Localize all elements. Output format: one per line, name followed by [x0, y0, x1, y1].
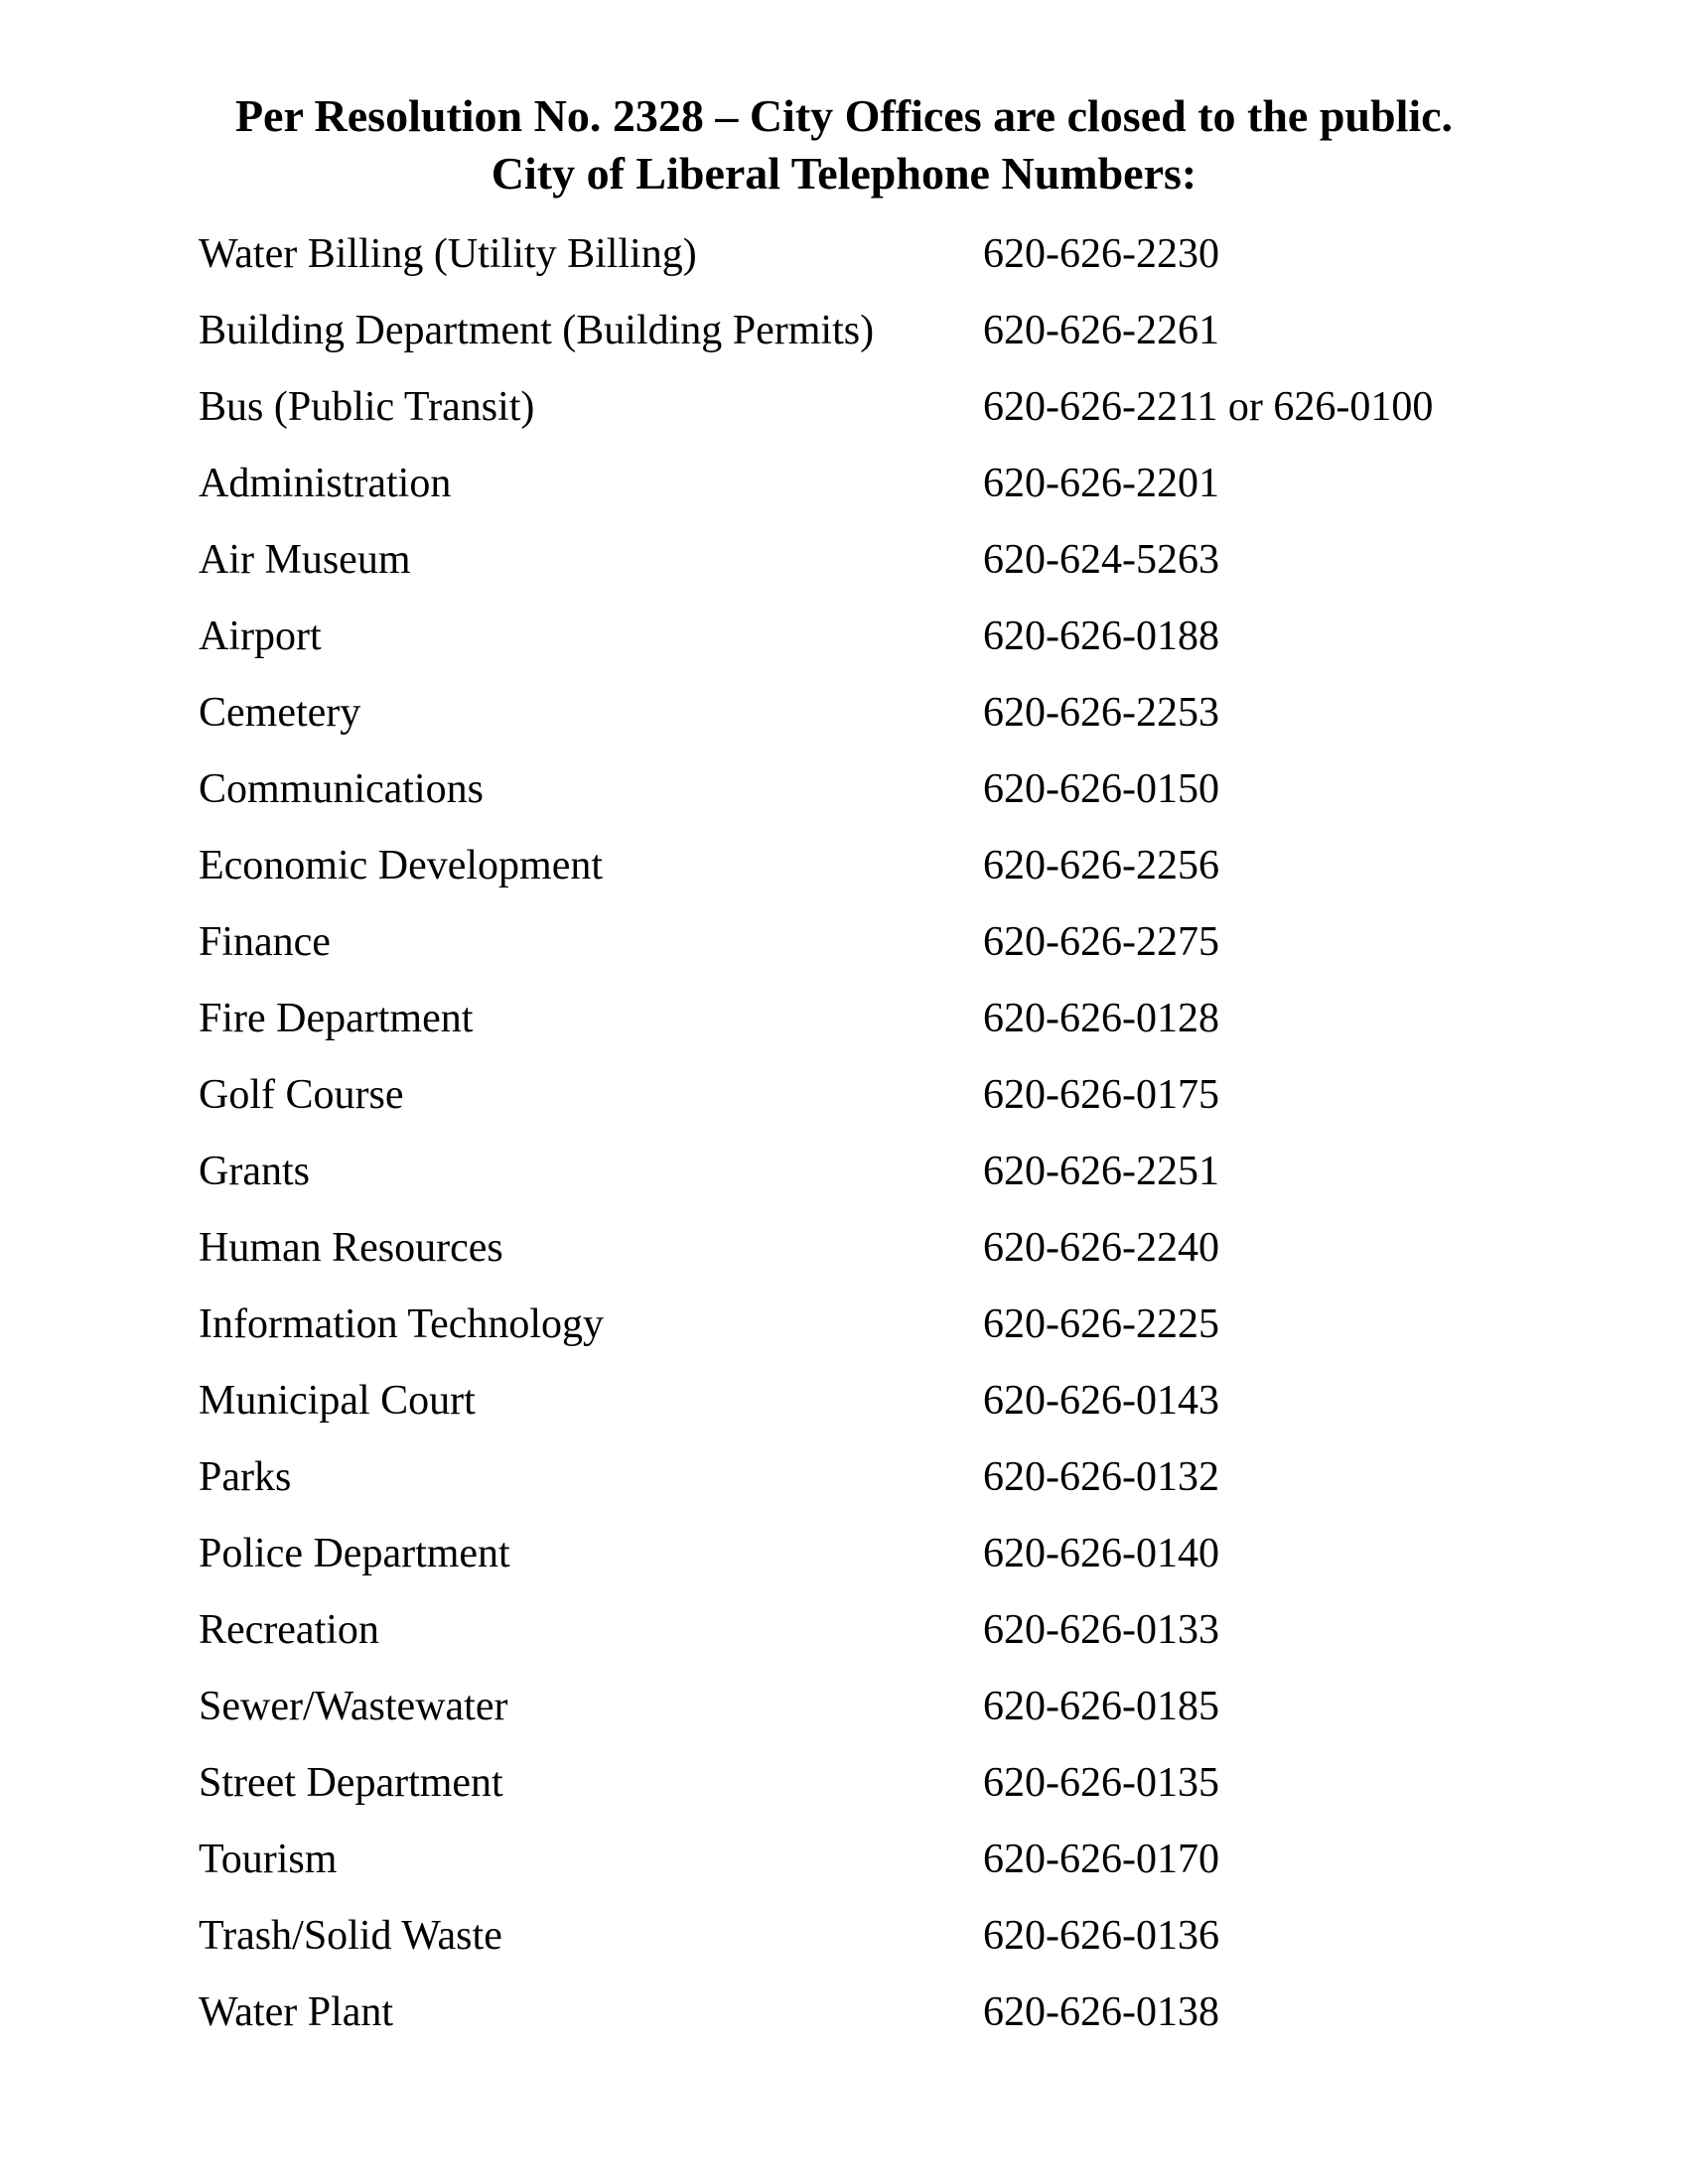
department-name: Air Museum — [199, 537, 411, 583]
phone-number: 620-624-5263 — [983, 537, 1219, 583]
directory-row — [0, 1363, 1688, 1439]
department-name: Communications — [199, 766, 484, 812]
phone-number: 620-626-2230 — [983, 231, 1219, 277]
directory-row — [0, 751, 1688, 828]
directory-row — [0, 1745, 1688, 1822]
department-name: Water Plant — [199, 1989, 394, 2035]
phone-number: 620-626-0135 — [983, 1760, 1219, 1806]
directory-row — [0, 1516, 1688, 1592]
department-name: Finance — [199, 919, 331, 965]
directory-row — [0, 675, 1688, 751]
notice-title: Per Resolution No. 2328 – City Offices are closed to the public. — [234, 90, 1454, 141]
directory-row — [0, 1898, 1688, 1975]
phone-number: 620-626-0188 — [983, 614, 1219, 659]
phone-number: 620-626-0136 — [983, 1913, 1219, 1959]
department-name: Parks — [199, 1454, 292, 1500]
directory-row — [0, 828, 1688, 904]
directory-row — [0, 216, 1688, 293]
directory-row — [0, 293, 1688, 369]
document-header — [0, 87, 1688, 203]
department-name: Tourism — [199, 1837, 338, 1882]
department-name: Municipal Court — [199, 1378, 476, 1424]
directory-row — [0, 1975, 1688, 2051]
directory-row — [0, 1439, 1688, 1516]
department-name: Fire Department — [199, 996, 474, 1041]
directory-row — [0, 1057, 1688, 1134]
department-name: Information Technology — [199, 1301, 605, 1347]
phone-number: 620-626-0140 — [983, 1531, 1219, 1576]
department-name: Trash/Solid Waste — [199, 1913, 502, 1959]
department-name: Grants — [199, 1149, 310, 1194]
phone-number: 620-626-2256 — [983, 843, 1219, 888]
department-name: Airport — [199, 614, 322, 659]
phone-number: 620-626-2261 — [983, 308, 1219, 353]
directory-row — [0, 1134, 1688, 1210]
directory-row — [0, 1210, 1688, 1287]
phone-number: 620-626-2253 — [983, 690, 1219, 736]
department-name: Economic Development — [199, 843, 604, 888]
phone-number: 620-626-2211 or 626-0100 — [983, 384, 1434, 430]
directory-row — [0, 1822, 1688, 1898]
directory-row — [0, 1592, 1688, 1669]
page-title: City of Liberal Telephone Numbers: — [491, 148, 1197, 199]
department-name: Street Department — [199, 1760, 503, 1806]
department-name: Human Resources — [199, 1225, 503, 1271]
directory-row — [0, 599, 1688, 675]
directory-row — [0, 522, 1688, 599]
directory-row — [0, 1669, 1688, 1745]
phone-number: 620-626-2225 — [983, 1301, 1219, 1347]
department-name: Building Department (Building Permits) — [199, 308, 875, 353]
directory-row — [0, 1287, 1688, 1363]
phone-directory — [0, 216, 1688, 2051]
phone-number: 620-626-2275 — [983, 919, 1219, 965]
department-name: Police Department — [199, 1531, 510, 1576]
directory-row — [0, 904, 1688, 981]
phone-number: 620-626-0128 — [983, 996, 1219, 1041]
phone-number: 620-626-0150 — [983, 766, 1219, 812]
phone-number: 620-626-0138 — [983, 1989, 1219, 2035]
directory-row — [0, 981, 1688, 1057]
phone-number: 620-626-0185 — [983, 1684, 1219, 1729]
department-name: Administration — [199, 461, 452, 506]
directory-row — [0, 369, 1688, 446]
directory-row — [0, 446, 1688, 522]
department-name: Sewer/Wastewater — [199, 1684, 508, 1729]
phone-number: 620-626-2201 — [983, 461, 1219, 506]
department-name: Water Billing (Utility Billing) — [199, 231, 697, 277]
phone-number: 620-626-2240 — [983, 1225, 1219, 1271]
phone-number: 620-626-0143 — [983, 1378, 1219, 1424]
department-name: Bus (Public Transit) — [199, 384, 535, 430]
department-name: Golf Course — [199, 1072, 404, 1118]
phone-number: 620-626-0133 — [983, 1607, 1219, 1653]
phone-number: 620-626-0170 — [983, 1837, 1219, 1882]
phone-number: 620-626-0175 — [983, 1072, 1219, 1118]
department-name: Recreation — [199, 1607, 379, 1653]
phone-number: 620-626-0132 — [983, 1454, 1219, 1500]
department-name: Cemetery — [199, 690, 361, 736]
phone-number: 620-626-2251 — [983, 1149, 1219, 1194]
